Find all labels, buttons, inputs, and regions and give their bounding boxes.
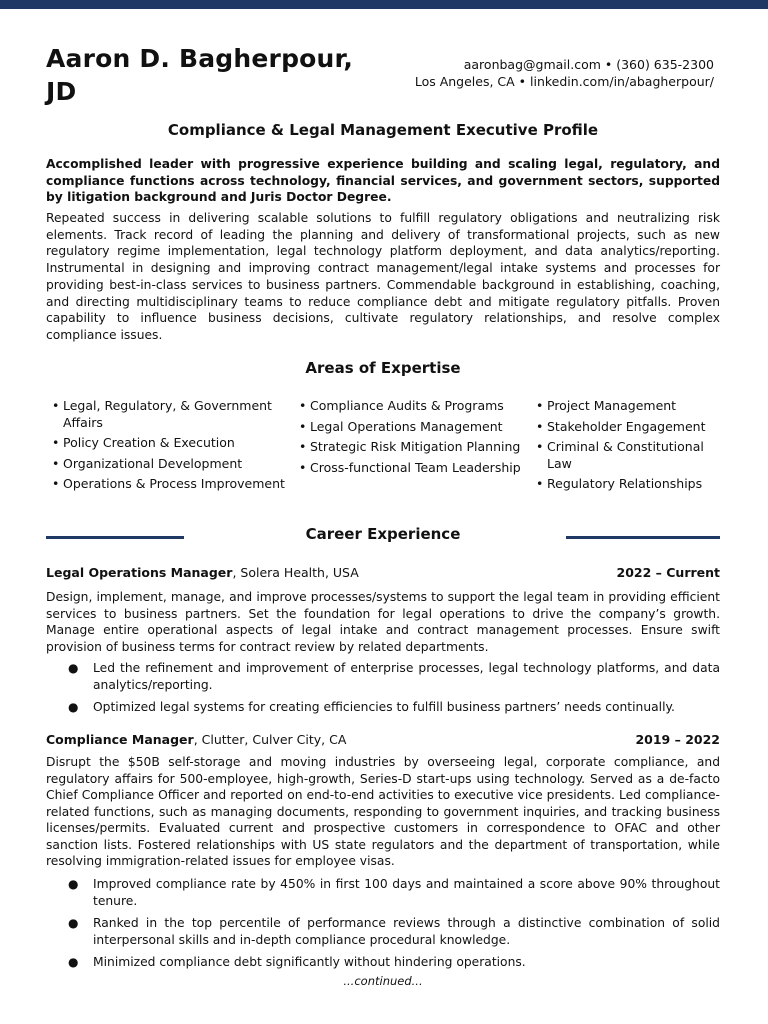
profile-title: Compliance & Legal Management Executive Profile [167, 121, 599, 139]
job-achievements [46, 660, 720, 716]
job-description: Design, implement, manage, and improve processes/systems to support the legal team in providing efficient services to business partners. Set the foundation for legal operations to drive the company’s growth. Manage entire operational aspects of legal intake and contract management processes. Ensure swift provision of business terms for contract review by related departments. [46, 590, 720, 654]
expertise-item: • Operations & Process Improvement [52, 476, 292, 493]
profile-summary: Repeated success in delivering scalable solutions to fulfill regulatory obligations and neutralizing risk elements. Track record of leading the planning and delivery of transformational projects, such as new regulatory regime implementation, legal technology platform deployment, and data analytics/reporting. Instrumental in designing and improving contract management/legal intake systems and processes for providing best-in-class services to business partners. Commendable background in establishing, coaching, and directing multidisciplinary teams to reduce compliance debt and mitigate regulatory pitfalls. Proven capability to influence business decisions, cultivate regulatory relationships, and resolve complex compliance issues. [46, 211, 720, 342]
contact-location-linkedin: Los Angeles, CA • linkedin.com/in/abagherpour/ [414, 74, 714, 89]
expertise-item: • Legal, Regulatory, & Government Affairs [52, 398, 292, 431]
expertise-heading: Areas of Expertise [305, 359, 461, 377]
resume-page [46, 0, 720, 988]
expertise-item: • Compliance Audits & Programs [299, 398, 529, 415]
expertise-item: • Legal Operations Management [299, 419, 529, 436]
job-header [46, 565, 720, 583]
job-achievements [46, 876, 720, 977]
achievement-item: ● Optimized legal systems for creating efficiencies to fulfill business partners’ needs continually. [46, 699, 720, 716]
achievement-item: ● Ranked in the top percentile of performance reviews through a distinctive combination of solid interpersonal skills and in-depth compliance procedural knowledge. [46, 915, 720, 948]
contact-email-phone: aaronbag@gmail.com • (360) 635-2300 [463, 57, 714, 72]
resume-header [46, 0, 720, 110]
contact-info [415, 56, 714, 90]
job-header [46, 732, 720, 750]
expertise-item: • Regulatory Relationships [536, 476, 720, 493]
expertise-item: • Stakeholder Engagement [536, 419, 720, 436]
expertise-item: • Criminal & Constitutional Law [536, 439, 720, 472]
profile-summary-bold: Accomplished leader with progressive experience building and scaling legal, regulatory, and compliance functions across technology, financial services, and government sectors, supported by litigation background and Juris Doctor Degree. [46, 157, 720, 205]
expertise-item: • Project Management [536, 398, 720, 415]
expertise-item: • Strategic Risk Mitigation Planning [299, 439, 529, 456]
job-role: Compliance Manager [46, 732, 194, 747]
expertise-item: • Policy Creation & Execution [52, 435, 292, 452]
job-company: , Solera Health, USA [232, 565, 359, 580]
candidate-name: Aaron D. Bagherpour, JD [46, 44, 354, 106]
job-role: Legal Operations Manager [46, 565, 233, 580]
achievement-item: ● Led the refinement and improvement of enterprise processes, legal technology platforms, and data analytics/reporting. [46, 660, 720, 693]
continued-note: ...continued... [343, 974, 423, 988]
expertise-column-1 [52, 398, 292, 497]
job-dates: 2019 – 2022 [635, 732, 720, 747]
job-dates: 2022 – Current [616, 565, 720, 580]
job-description: Disrupt the $50B self-storage and moving industries by overseeing legal, corporate compliance, and regulatory affairs for 500-employee, high-growth, Series-D start-ups using technology. Served as a de-facto Chief Compliance Officer and reported on end-to-end activities to executive vice presidents. Led compliance-related functions, such as managing documents, responding to government inquiries, and tracking business licenses/permits. Evaluated current and prospective customers in correspondence to OFAC and other sanction lists. Fostered relationships with US state regulators and the department of transportation, while resolving immigration-related issues for employee visas. [46, 755, 720, 868]
expertise-column-3 [536, 398, 720, 497]
expertise-item: • Cross-functional Team Leadership [299, 460, 529, 477]
job-company: , Clutter, Culver City, CA [193, 732, 347, 747]
career-rule-right [566, 536, 720, 539]
expertise-item: • Organizational Development [52, 456, 292, 473]
career-heading: Career Experience [305, 525, 461, 543]
expertise-column-2 [299, 398, 529, 480]
achievement-item: ● Improved compliance rate by 450% in first 100 days and maintained a score above 90% throughout tenure. [46, 876, 720, 909]
achievement-item: ● Minimized compliance debt significantly without hindering operations. [46, 954, 720, 971]
